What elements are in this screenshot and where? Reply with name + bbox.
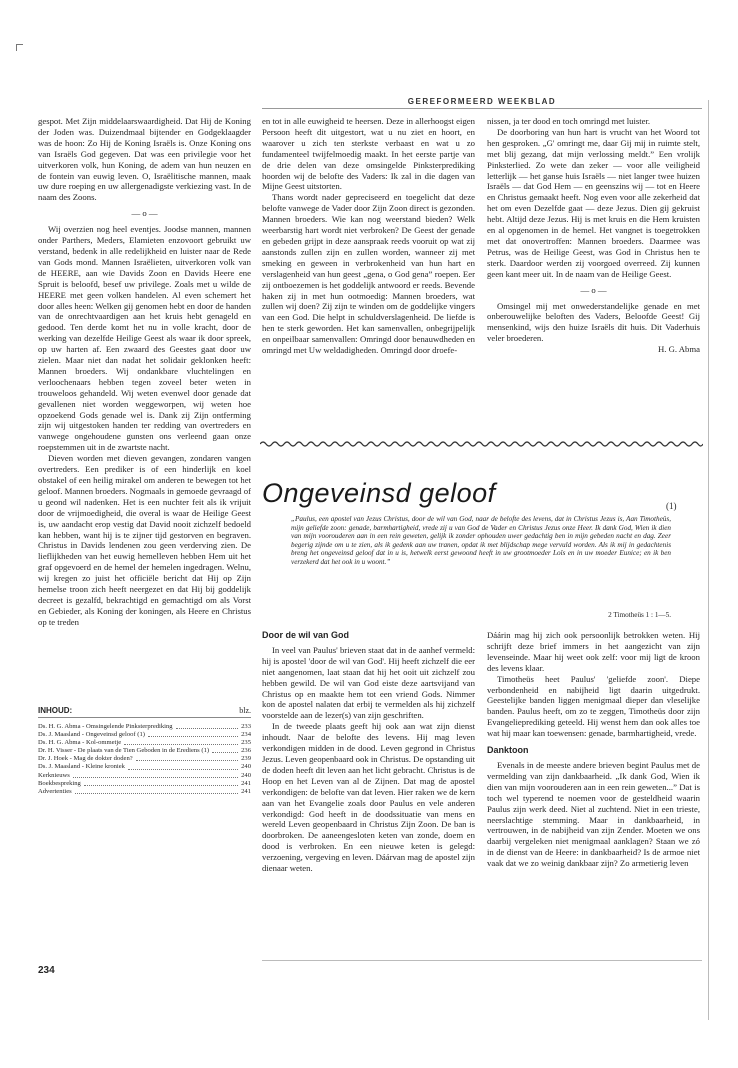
- section-heading: Danktoon: [487, 745, 529, 756]
- running-header: GEREFORMEERD WEEKBLAD: [407, 97, 557, 106]
- section-heading: Door de wil van God: [262, 630, 350, 640]
- right-margin-rule: [708, 100, 709, 1020]
- toc-entry: [38, 723, 251, 731]
- toc-entry-page: 235: [241, 739, 251, 747]
- toc-page-label: blz.: [239, 706, 251, 715]
- toc-entry: [38, 755, 251, 763]
- toc-entry: [38, 788, 251, 796]
- paragraph: In de tweede plaats geeft hij ook aan wat zijn dienst inhoudt. Naar de belofte des levens. Hij mag leven verkondigen midden in de dood. Leven gegrond in Christus Jezus. Leven geopenbaard ook in Christus. De opstanding uit de doden heeft dit leven aan het licht gebracht. Christus is de Hoop en het Leven van al de Zijnen. Dat mag de apostel verkondigen: de belofte van dat leven. Hier raken we de kern aan van het Evangelie zoals door Paulus en vele anderen verkondigd: God heeft in de doodssituatie van mens en wereld Leven geopenbaard in Christus Zijn Zoon. De ban is doorbroken. De aaneengesloten keten van zonde, doem en dood is verbroken. En een nieuwe keten is gelegd: verzoening, vergeving en leven. Dáárvan mag de apostel zijn dienaar weten.: [262, 721, 475, 874]
- toc-entry-page: 234: [241, 731, 251, 739]
- paragraph: Evenals in de meeste andere brieven begint Paulus met de vermelding van zijn dankbaarheid. „Ik dank God, Wien ik dien van mijn voorouderen aan in een rein geweten...” Dat is toch wel typerend te noemen voor de gesteldheid waarin Paulus zijn werk deed. Niet al zuchtend. Niet in een trieste, neerslachtige stemming. Maar in dankbaarheid, in vertrouwen, in de nabijheid van zijn Zender. Moeten we ons daarbij vergeleken niet menigmaal aanklagen? Staan we zó in de dienst van de Heere: in dankbaarheid? Is de armoe niet vaak dat we zo weinig dankbaar zijn? Zo armetierig leven: [487, 759, 700, 869]
- paragraph: Thans wordt nader gepreciseerd en toegelicht dat deze belofte vanwege de Vader door Zijn Zoon direct is gezonden. Mannen broeders. Wie kan nog weerstand bieden? Welk weerbarstig hart wordt niet verbroken? De Geest der genade en gebeden grijpt in deze aanspraak reeds vooruit op wat zij aanstonds zullen zijn en zullen worden, wanneer zij met smeking en geween in verbrokenheid van hun hart en verslagenheid van hun geest „gena, o God gena” roepen. Eer zij ontboezemen is het goddelijk antwoord er reeds. Bevende haken zij in met hun ootmoedig: Mannen broeders, wat zullen wij doen? Zij zijn te winden om de goddelijke vingers van een God. Die helpt in schuldverslagenheid. De liefde is hen te sterk geworden. Het kan samenvallen, onbegrijpelijk en onpeilbaar samenvallen: Omringd door benauwdheden en omringd met Uw weldadigheden. Omringd door droefe-: [262, 192, 475, 356]
- toc-entry-page: 233: [241, 723, 251, 730]
- wavy-divider: [260, 439, 703, 449]
- toc-entry-page: 236: [241, 747, 251, 755]
- paragraph: Timotheüs heet Paulus' 'geliefde zoon'. Diepe verbondenheid en nabijheid ligt daarin uitgedrukt. Geestelijke banden liggen menigmaal dieper dan vleselijke banden. Paulus heeft, om zo te zeggen, Timotheüs door zijn Evangelieprediking geteeld. Hij wenst hem dan ook alles toe wat hij maar kan toewensen: genade, barmhartigheid, vrede.: [487, 673, 700, 739]
- toc-entry-title: Advertenties: [38, 787, 72, 795]
- toc-entry: [38, 780, 251, 788]
- section-separator: — o —: [580, 284, 607, 295]
- paragraph: nissen, ja ter dood en toch omringd met luister.: [487, 116, 651, 126]
- toc-entry-page: 241: [241, 779, 251, 787]
- toc-entry: [38, 772, 251, 780]
- paragraph: Omsingel mij met onwederstandelijke genade en met onberouwelijke beloften des Vaders, Beloofde Geest! Gij mensenkind, wijs den huize Israëls dit huis. Dit Vaderhuis veler broederen.: [487, 300, 700, 344]
- toc-entry: [38, 747, 251, 755]
- toc-entry-page: 241: [241, 787, 251, 795]
- paragraph: Wij overzien nog heel eventjes. Joodse mannen, mannen onder Parthers, Meders, Elamieten enzovoort gebruikt uw verstand, bedenk in alle redelijkheid en luister naar de Rede van Gods mond. Mannen Israëlieten, uitverkoren volk van de HEERE, aan wie Davids Zoon en Davids Heere ene Spruit is beloofd, besef uw privilege. Zoals met u wilde de HEERE met geen volken handelen. Al even schemert het door alles heen: Welken gij genomen hebt en door de handen van de onrechtvaardigen aan het kruis hebt genageld en gedood. Ten derde komt het nu in volle kracht, door de werking van dezelfde Heilige Geest als waar ik door spreek, op uw harten af. Een zwaard des Geestes gaat door uw zielen. Maar niet dan nadat het solidair geklonken heeft: Mannen broeders. Wij ondankbare vluchtelingen en verloochenaars hebben tegen zoveel beter weten in trouweloos gehandeld. Wij weten evenwel door genade dat gevallenen niet worden weggeworpen, wij weten hoe opzoekend Gods genade wel is. Dank zij Zijn ontferming zijn wij uitgestoken handen ter redding van overtreders en vanwege ongehoudene gunsten ons verleend gaan onze roepstemmen uit in de zwartste nacht.: [38, 224, 251, 453]
- toc-entry-title: Ds. J. Maasland - Kleine kroniek: [38, 763, 125, 771]
- article-title: Ongeveinsd geloof: [262, 478, 496, 508]
- header-rule: [262, 108, 702, 109]
- toc-entry-title: Kerknieuws: [38, 771, 70, 779]
- paragraph: Dáárin mag hij zich ook persoonlijk betrokken weten. Hij schrijft deze brief immers in het aangezicht van zijn levenseinde. Maar hij weet ook zelf: voor mij ligt de kroon des levens klaar.: [487, 630, 700, 673]
- column-2: [262, 116, 475, 436]
- crop-mark: [16, 44, 23, 51]
- column-1: [38, 116, 251, 702]
- article-part-marker: (1): [666, 501, 677, 511]
- scripture-reference: 2 Timotheüs 1 : 1—5.: [608, 611, 671, 619]
- toc-entry-page: 240: [241, 771, 251, 779]
- paragraph: en tot in alle euwigheid te heersen. Deze in allerhoogst eigen Persoon heeft dit uitgestort, wat u nu ziet en hoort, en waarover u zich ten sterkste verbaast en wat u zo fundamenteel twijfelmoedig maakt. In het eerste partje van de drie delen van deze omsingelde Pinksterprediking hoorden wij de belofte des Vaders: Ik zal in die dagen van Mijne Geest uitstorten.: [262, 116, 475, 192]
- section-separator: — o —: [131, 208, 158, 219]
- paragraph: Dieven worden met dieven gevangen, zondaren vangen overtreders. Een prediker is of een hinderlijk en koel obstakel of een heilig mirakel om anderen te bewegen tot het geloof. Mannen broeders. Nogmaals in gemoede gevraagd of u geond wil nadenken. Het is een nuchter feit als ik vrijuit door de vrijmoedigheid, die overal is waar de Heilige Geest is, uw aandacht erop vestig dat David nooit zichzelf bedoeld kan hebben, want hij is te zijner tijd gestorven en begraven. Christus in Davids lendenen zou geen verderving zien. De lieflijkheden van het euwig hemelleven hebben Hem uit het graf opgevoerd en de hemel der hemelen ingedragen. Welnu, wij kregen zo juist het officiële bericht dat Hij op Zijn hemelse troon zich heeft neergezet en dat Hij bij goddelijk decreet is gezalfd, bekrachtigd en gemachtigd om als Vorst en Gebieder, als Koning der koningen, als Heere en Christus op te treden: [38, 453, 251, 627]
- paragraph: gespot. Met Zijn middelaarswaardigheid. Dat Hij de Koning der Joden was. Duizendmaal bijtender en Godgeklaagder was de hoon: Zo Hij de Koning Israëls is. Onze Koning ons van Israëls God gegeven. Dat was een privilegie voor het uitverkoren volk, hun Koning, de adem van hun neuzen en de fontein van euwig leven. O, Israëlitische mannen, maak uw dure roeping en uw allergenadigste verkiezing vast. In de naam des Zoons.: [38, 116, 251, 203]
- article-column-1: [262, 630, 475, 952]
- article-column-2: [487, 630, 700, 952]
- toc-entry-title: Boekbespreking: [38, 779, 81, 787]
- author-signature: H. G. Abma: [658, 344, 700, 355]
- toc-entry-page: 239: [241, 755, 251, 763]
- toc-entry-title: Ds. H. G. Abma - Kol-ommetje: [38, 739, 122, 747]
- toc-header: [38, 706, 251, 718]
- footer-rule: [262, 960, 702, 961]
- toc-entry: [38, 739, 251, 747]
- toc-entry-title: Dr. J. Hoek - Mag de dokter doden?: [38, 755, 133, 763]
- toc-entry: [38, 731, 251, 739]
- toc-entry-title: Ds. J. Maasland - Ongeveinsd geloof (1): [38, 731, 145, 739]
- table-of-contents: [38, 706, 251, 796]
- paragraph: De doorboring van hun hart is vrucht van het Woord tot hen gesproken. „G' omringt me, daar Gij mij in ruimte stelt, met blij gezang, dat mijn verlossing meldt.” Een vrolijk Pinksterlied. Zo wete dan zeker — voor alle veiligheid letterlijk — het ganse huis Israëls — niet langer twee huizen Israëls — dat God Hem — en geenszins wij — tot en Heere en Christus gemaakt heeft. Nog even voor alle zekerheid dat het om even Dezelfde gaat — deze Jezus. Dien gij gekruist hebt. Altijd deze Jezus. Hij is met kruis en die Hem kruisten en al opgenomen in de hemel. Het vangnet is toegetrokken met dat onovertroffen: Mannen broeders. Daarmee was Petrus, was de Heilige Geest, was God in Christus hen te sterk. Daardoor werden zij voorgoed overreed. Zij kunnen geen kant meer uit. In de naam van de Heilige Geest.: [487, 126, 700, 279]
- toc-entry: [38, 763, 251, 771]
- toc-entry-title: Ds. H. G. Abma - Omsingelende Pinksterprediking: [38, 723, 173, 730]
- page-number: 234: [38, 965, 55, 976]
- signature-line: [487, 344, 700, 355]
- column-3: [487, 116, 700, 436]
- toc-entry-title: Dr. H. Visser - De plaats van de Tien Geboden in de Erediens (1): [38, 747, 210, 755]
- toc-entry-page: 240: [241, 763, 251, 771]
- paragraph: In veel van Paulus' brieven staat dat in de aanhef vermeld: hij is apostel 'door de wil van God'. Hij heeft zichzelf die eer niet aangenomen, laat staan dat hij het ooit uit zichzelf zou hebben gewild. De wil van God eiste deze aartsvijand van Christus op en maakte hem tot een vriend Gods. Nimmer kon de apostel nalaten dat erbij te vermelden als hij zichzelf voorstelde aan de lezer(s) van zijn geschriften.: [262, 644, 475, 721]
- scripture-quote: „Paulus, een apostel van Jezus Christus, door de wil van God, naar de belofte des levens, dat in Christus Jezus is, Aan Timotheüs, mijn geliefde zoon: genade, barmhartigheid, vrede zij u van God de Vader en Christus Jezus onze Heer. Ik dank God, Wien ik dien van mijn voorouderen aan in een rein geweten, gelijk ik zonder ophouden uwer gedachtig ben in mijn gebeden nacht en dag. Zeer begerig zijnde om u te zien, als ik gedenk aan uw tranen, opdat ik met blijdschap mege vervuld worden. Als ik mij in gedachtenis breng het ongeveinsd geloof dat in u is, hetwelk eerst gewoond heeft in uw grootmoeder Loïs en in uw moeder Eunice; en ik ben verzekerd dat het ook in u woont.”: [291, 515, 671, 566]
- toc-heading: INHOUD:: [38, 706, 73, 715]
